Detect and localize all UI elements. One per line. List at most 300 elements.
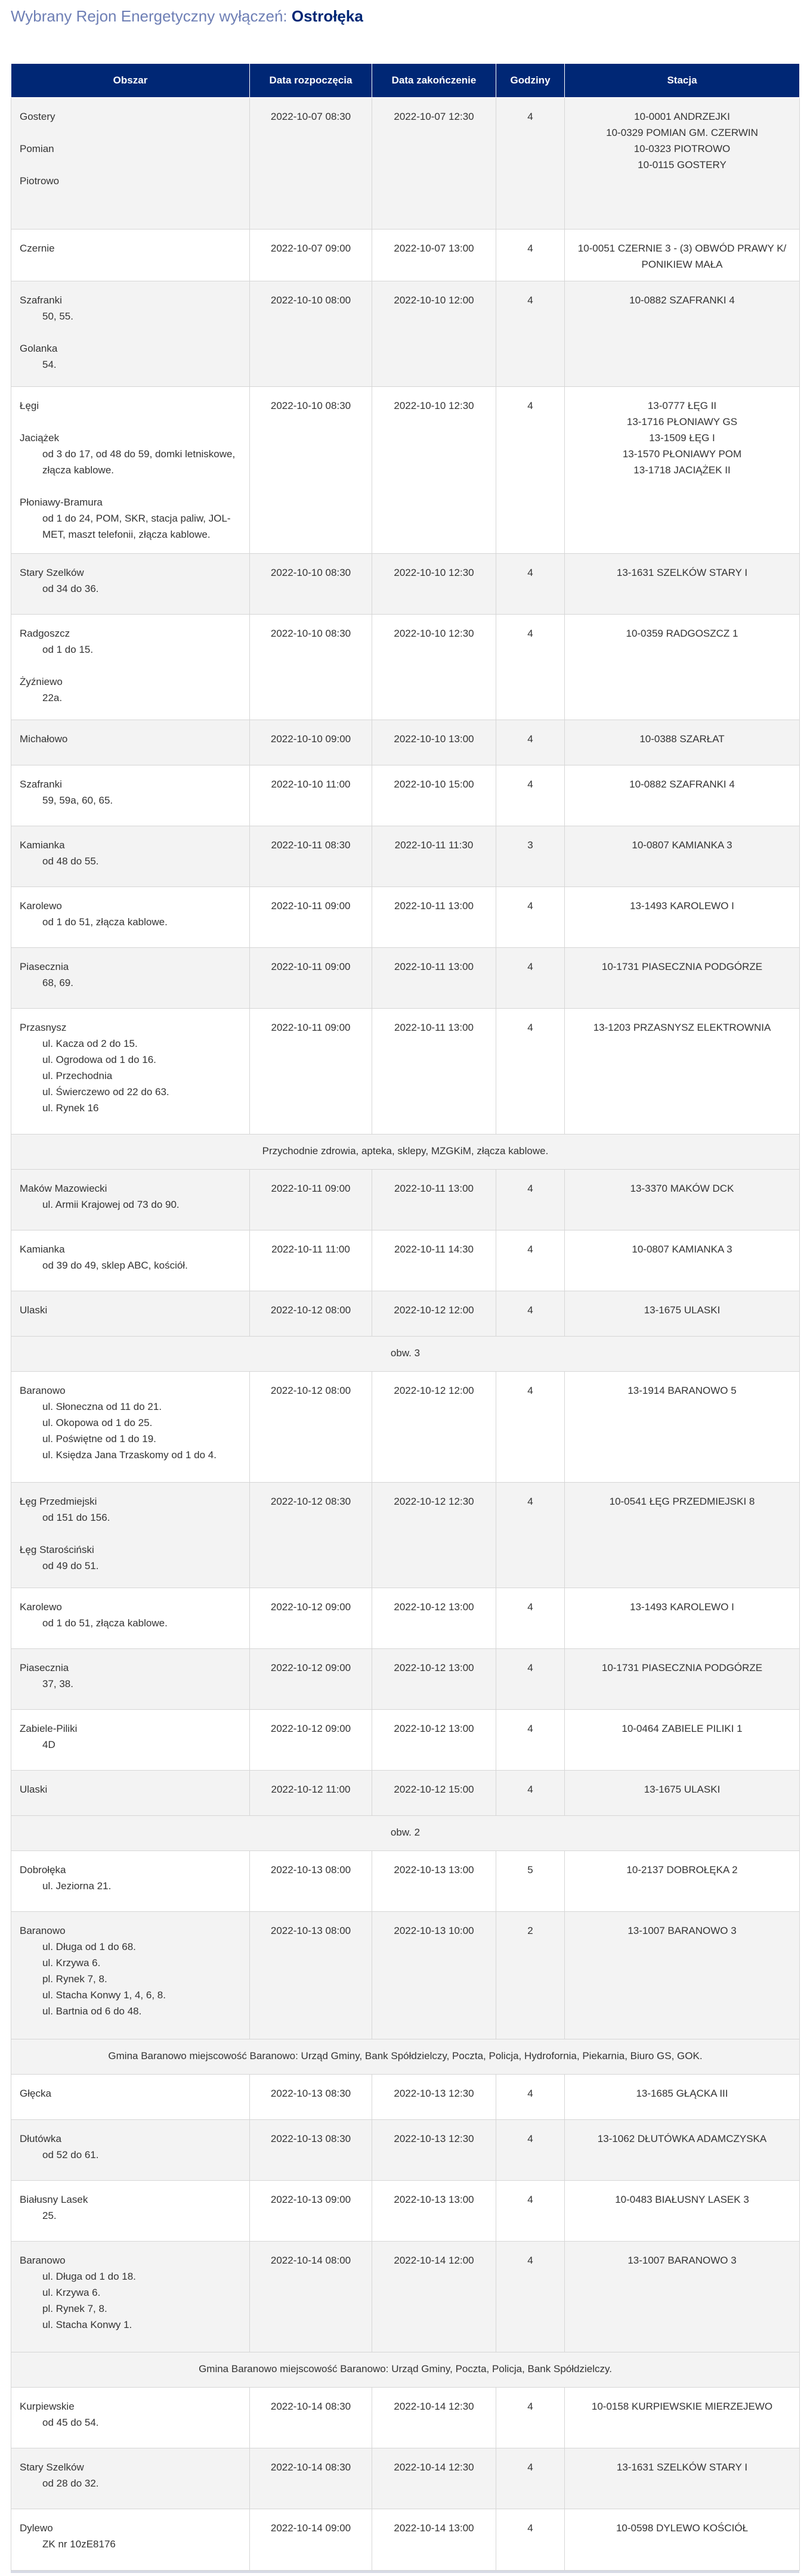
start-date-cell: 2022-10-10 08:00 (250, 281, 372, 387)
table-row (11, 1230, 800, 1291)
area-locality: Stary Szelków (20, 2462, 84, 2473)
table-row (11, 2120, 800, 2181)
end-date-cell: 2022-10-14 13:00 (372, 2509, 496, 2571)
area-detail: 59, 59a, 60, 65. (42, 795, 113, 806)
station-cell (565, 1009, 800, 1134)
start-date-cell: 2022-10-14 09:00 (250, 2509, 372, 2571)
area-detail: ul. Okopowa od 1 do 25. (42, 1417, 153, 1428)
station-cell (565, 1230, 800, 1291)
area-detail: od 48 do 55. (42, 855, 99, 867)
area-cell (11, 230, 250, 281)
area-detail: ul. Rynek 16 (42, 1102, 99, 1114)
area-locality: Piasecznia (20, 1662, 69, 1673)
area-detail: ZK nr 10zE8176 (42, 2538, 116, 2550)
area-detail: 22a. (42, 692, 63, 703)
station-entry: 13-1570 PŁONIAWY POM (622, 448, 742, 460)
end-date-cell: 2022-10-11 13:00 (372, 948, 496, 1009)
column-header-start: Data rozpoczęcia (250, 64, 372, 98)
hours-cell: 4 (496, 2448, 565, 2509)
area-cell (11, 1588, 250, 1649)
end-date-cell: 2022-10-10 13:00 (372, 720, 496, 765)
table-row (11, 1170, 800, 1230)
table-row (11, 1771, 800, 1816)
station-cell (565, 765, 800, 826)
table-row (11, 720, 800, 765)
station-entry: 13-1685 GŁĄCKA III (636, 2088, 728, 2099)
hours-cell: 4 (496, 2181, 565, 2242)
area-cell (11, 98, 250, 230)
station-entry: 13-1203 PRZASNYSZ ELEKTROWNIA (593, 1022, 771, 1033)
end-date-cell: 2022-10-10 12:30 (372, 554, 496, 615)
area-detail: pl. Rynek 7, 8. (42, 1973, 107, 1985)
station-cell (565, 720, 800, 765)
station-cell (565, 281, 800, 387)
hours-cell: 4 (496, 948, 565, 1009)
area-cell (11, 554, 250, 615)
table-note-row (11, 1134, 800, 1170)
area-spacer (20, 125, 241, 141)
start-date-cell: 2022-10-10 08:30 (250, 387, 372, 554)
area-detail: ul. Długa od 1 do 18. (42, 2271, 136, 2282)
area-spacer (20, 414, 241, 430)
end-date-cell: 2022-10-13 13:00 (372, 1851, 496, 1912)
hours-cell: 4 (496, 230, 565, 281)
area-detail: od 52 do 61. (42, 2149, 99, 2160)
station-cell (565, 1912, 800, 2039)
hours-cell: 4 (496, 887, 565, 948)
area-spacer (20, 658, 241, 674)
end-date-cell: 2022-10-11 11:30 (372, 826, 496, 887)
hours-cell: 4 (496, 1372, 565, 1483)
table-row (11, 554, 800, 615)
area-locality: Baranowo (20, 1925, 66, 1936)
station-entry: 13-1062 DŁUTÓWKA ADAMCZYSKA (597, 2133, 767, 2144)
area-cell (11, 2242, 250, 2352)
table-note-row (11, 2352, 800, 2388)
start-date-cell: 2022-10-13 08:30 (250, 2075, 372, 2120)
table-body (11, 98, 800, 2571)
area-detail: ul. Stacha Konwy 1, 4, 6, 8. (42, 1989, 166, 2001)
table-row (11, 2242, 800, 2352)
area-detail: 25. (42, 2210, 57, 2221)
area-locality: Kurpiewskie (20, 2401, 75, 2412)
end-date-cell: 2022-10-12 13:00 (372, 1649, 496, 1710)
area-spacer (20, 1526, 241, 1542)
area-detail: od 3 do 17, od 48 do 59, domki letniskowe, złącza kablowe. (42, 448, 236, 476)
area-locality: Stary Szelków (20, 567, 84, 578)
station-cell (565, 2509, 800, 2571)
area-detail: od 28 do 32. (42, 2478, 99, 2489)
start-date-cell: 2022-10-11 09:00 (250, 887, 372, 948)
area-cell (11, 387, 250, 554)
start-date-cell: 2022-10-12 08:00 (250, 1291, 372, 1337)
area-locality: Karolewo (20, 900, 62, 912)
station-cell (565, 98, 800, 230)
hours-cell: 3 (496, 826, 565, 887)
area-detail: 4D (42, 1739, 55, 1750)
start-date-cell: 2022-10-11 11:00 (250, 1230, 372, 1291)
station-entry: 10-0388 SZARŁAT (639, 733, 725, 745)
hours-cell: 4 (496, 720, 565, 765)
note-cell: Przychodnie zdrowia, apteka, sklepy, MZGKiM, złącza kablowe. (11, 1134, 800, 1170)
hours-cell: 4 (496, 1009, 565, 1134)
area-locality: Baranowo (20, 1385, 66, 1396)
station-cell (565, 2242, 800, 2352)
area-locality: Płoniawy-Bramura (20, 497, 103, 508)
hours-cell: 4 (496, 2509, 565, 2571)
area-locality: Piotrowo (20, 175, 60, 187)
start-date-cell: 2022-10-12 08:30 (250, 1483, 372, 1588)
station-cell (565, 2448, 800, 2509)
station-entry: 10-0359 RADGOSZCZ 1 (626, 628, 738, 639)
table-row (11, 1372, 800, 1483)
station-entry: 13-1675 ULASKI (644, 1304, 721, 1316)
table-row (11, 615, 800, 720)
table-row (11, 2448, 800, 2509)
area-cell (11, 1291, 250, 1337)
station-cell (565, 1771, 800, 1816)
area-detail: 37, 38. (42, 1678, 73, 1690)
area-cell (11, 1009, 250, 1134)
area-cell (11, 2509, 250, 2571)
station-entry: 10-0807 KAMIANKA 3 (632, 1244, 732, 1255)
station-cell (565, 1170, 800, 1230)
end-date-cell: 2022-10-13 10:00 (372, 1912, 496, 2039)
start-date-cell: 2022-10-13 08:30 (250, 2120, 372, 2181)
hours-cell: 4 (496, 281, 565, 387)
area-locality: Gostery (20, 111, 55, 122)
area-detail: od 49 do 51. (42, 1560, 99, 1571)
station-cell (565, 2075, 800, 2120)
area-spacer (20, 478, 241, 494)
table-row (11, 1912, 800, 2039)
area-locality: Kamianka (20, 1244, 65, 1255)
area-cell (11, 1483, 250, 1588)
table-bottom-border (11, 2571, 799, 2573)
area-detail: od 45 do 54. (42, 2417, 99, 2428)
area-detail: od 151 do 156. (42, 1512, 110, 1523)
hours-cell: 4 (496, 615, 565, 720)
station-entry: 10-0882 SZAFRANKI 4 (629, 779, 735, 790)
table-row (11, 2075, 800, 2120)
table-row (11, 887, 800, 948)
area-detail: ul. Jeziorna 21. (42, 1880, 112, 1892)
area-detail: ul. Ogrodowa od 1 do 16. (42, 1054, 156, 1065)
end-date-cell: 2022-10-11 13:00 (372, 1009, 496, 1134)
station-cell (565, 2120, 800, 2181)
start-date-cell: 2022-10-10 11:00 (250, 765, 372, 826)
table-row (11, 1588, 800, 1649)
station-cell (565, 948, 800, 1009)
end-date-cell: 2022-10-12 12:00 (372, 1291, 496, 1337)
hours-cell: 4 (496, 2242, 565, 2352)
area-locality: Białusny Lasek (20, 2194, 88, 2205)
area-cell (11, 615, 250, 720)
hours-cell: 4 (496, 2120, 565, 2181)
outage-table (11, 63, 800, 2571)
column-header-area: Obszar (11, 64, 250, 98)
area-cell (11, 1710, 250, 1771)
station-entry: 10-0329 POMIAN GM. CZERWIN (606, 127, 758, 138)
table-row (11, 98, 800, 230)
area-locality: Żyźniewo (20, 676, 63, 687)
area-locality: Baranowo (20, 2255, 66, 2266)
area-locality: Ulaski (20, 1304, 48, 1316)
column-header-hours: Godziny (496, 64, 565, 98)
area-cell (11, 1912, 250, 2039)
area-detail: ul. Przechodnia (42, 1070, 113, 1081)
area-cell (11, 720, 250, 765)
area-locality: Maków Mazowiecki (20, 1183, 107, 1194)
end-date-cell: 2022-10-07 12:30 (372, 98, 496, 230)
station-cell (565, 826, 800, 887)
area-spacer (20, 157, 241, 173)
table-row (11, 1851, 800, 1912)
station-entry: 10-0158 KURPIEWSKIE MIERZEJEWO (591, 2401, 773, 2412)
area-detail: od 1 do 15. (42, 644, 94, 655)
area-cell (11, 1170, 250, 1230)
table-row (11, 2388, 800, 2448)
station-cell (565, 2181, 800, 2242)
area-locality: Głęcka (20, 2088, 51, 2099)
table-row (11, 1291, 800, 1337)
area-detail: 54. (42, 359, 57, 370)
area-detail: od 34 do 36. (42, 583, 99, 594)
hours-cell: 4 (496, 1649, 565, 1710)
table-row (11, 387, 800, 554)
table-row (11, 230, 800, 281)
station-entry: 13-1716 PŁONIAWY GS (626, 416, 738, 427)
station-entry: 13-1007 BARANOWO 3 (627, 1925, 737, 1936)
station-cell (565, 2388, 800, 2448)
hours-cell: 4 (496, 387, 565, 554)
note-cell: Gmina Baranowo miejscowość Baranowo: Urząd Gminy, Poczta, Policja, Bank Spółdzielczy. (11, 2352, 800, 2388)
station-entry: 13-1675 ULASKI (644, 1784, 721, 1795)
area-locality: Łęg Przedmiejski (20, 1496, 97, 1507)
hours-cell: 4 (496, 1291, 565, 1337)
area-detail: 68, 69. (42, 977, 73, 988)
area-cell (11, 2181, 250, 2242)
station-cell (565, 1851, 800, 1912)
end-date-cell: 2022-10-13 12:30 (372, 2120, 496, 2181)
station-entry: 10-0051 CZERNIE 3 - (3) OBWÓD PRAWY K/ PONIKIEW MAŁA (577, 243, 787, 270)
area-locality: Karolewo (20, 1601, 62, 1613)
end-date-cell: 2022-10-11 14:30 (372, 1230, 496, 1291)
area-locality: Szafranki (20, 779, 62, 790)
station-entry: 10-0323 PIOTROWO (633, 143, 731, 154)
hours-cell: 4 (496, 2075, 565, 2120)
station-cell (565, 1372, 800, 1483)
table-note-row (11, 1816, 800, 1851)
table-row (11, 1009, 800, 1134)
hours-cell: 4 (496, 1483, 565, 1588)
table-row (11, 1483, 800, 1588)
station-cell (565, 554, 800, 615)
column-header-station: Stacja (565, 64, 800, 98)
area-cell (11, 948, 250, 1009)
station-cell (565, 1649, 800, 1710)
area-detail: od 1 do 51, złącza kablowe. (42, 916, 168, 928)
area-detail: ul. Bartnia od 6 do 48. (42, 2005, 142, 2017)
station-entry: 13-1718 JACIĄŻEK II (633, 464, 731, 476)
area-locality: Łęgi (20, 400, 39, 411)
end-date-cell: 2022-10-12 15:00 (372, 1771, 496, 1816)
area-cell (11, 765, 250, 826)
area-locality: Ulaski (20, 1784, 48, 1795)
note-cell: Gmina Baranowo miejscowość Baranowo: Urząd Gminy, Bank Spółdzielczy, Poczta, Policja, Hydrofornia, Piekarnia, Biuro GS, GOK. (11, 2039, 800, 2075)
end-date-cell: 2022-10-10 12:30 (372, 387, 496, 554)
area-locality: Golanka (20, 343, 58, 354)
table-row (11, 826, 800, 887)
hours-cell: 4 (496, 554, 565, 615)
end-date-cell: 2022-10-07 13:00 (372, 230, 496, 281)
area-cell (11, 2388, 250, 2448)
hours-cell: 2 (496, 1912, 565, 2039)
area-locality: Piasecznia (20, 961, 69, 972)
area-detail: ul. Armii Krajowej od 73 do 90. (42, 1199, 180, 1210)
area-locality: Jaciążek (20, 432, 60, 444)
start-date-cell: 2022-10-13 08:00 (250, 1912, 372, 2039)
area-detail: od 39 do 49, sklep ABC, kościół. (42, 1260, 188, 1271)
station-entry: 10-1731 PIASECZNIA PODGÓRZE (601, 961, 763, 972)
area-detail: ul. Krzywa 6. (42, 2287, 101, 2298)
start-date-cell: 2022-10-10 09:00 (250, 720, 372, 765)
station-entry: 13-0777 ŁĘG II (647, 400, 717, 411)
station-entry: 10-1731 PIASECZNIA PODGÓRZE (601, 1662, 763, 1673)
end-date-cell: 2022-10-10 15:00 (372, 765, 496, 826)
end-date-cell: 2022-10-13 12:30 (372, 2075, 496, 2120)
end-date-cell: 2022-10-13 13:00 (372, 2181, 496, 2242)
end-date-cell: 2022-10-14 12:30 (372, 2388, 496, 2448)
area-cell (11, 1851, 250, 1912)
table-row (11, 765, 800, 826)
station-entry: 10-2137 DOBROŁĘKA 2 (626, 1864, 738, 1876)
area-locality: Przasnysz (20, 1022, 67, 1033)
hours-cell: 4 (496, 1710, 565, 1771)
area-detail: ul. Długa od 1 do 68. (42, 1941, 136, 1952)
hours-cell: 5 (496, 1851, 565, 1912)
start-date-cell: 2022-10-14 08:30 (250, 2448, 372, 2509)
area-locality: Dylewo (20, 2522, 53, 2534)
start-date-cell: 2022-10-10 08:30 (250, 615, 372, 720)
start-date-cell: 2022-10-13 08:00 (250, 1851, 372, 1912)
station-entry: 13-1509 ŁĘG I (649, 432, 715, 444)
station-entry: 10-0882 SZAFRANKI 4 (629, 295, 735, 306)
area-locality: Szafranki (20, 295, 62, 306)
station-entry: 10-0483 BIAŁUSNY LASEK 3 (615, 2194, 749, 2205)
hours-cell: 4 (496, 2388, 565, 2448)
area-cell (11, 2120, 250, 2181)
end-date-cell: 2022-10-14 12:30 (372, 2448, 496, 2509)
note-cell: obw. 3 (11, 1337, 800, 1372)
start-date-cell: 2022-10-13 09:00 (250, 2181, 372, 2242)
table-row (11, 1710, 800, 1771)
table-header-row (11, 64, 800, 98)
area-locality: Zabiele-Piliki (20, 1723, 78, 1734)
start-date-cell: 2022-10-12 09:00 (250, 1588, 372, 1649)
station-entry: 13-1493 KAROLEWO I (630, 900, 734, 912)
area-locality: Kamianka (20, 839, 65, 851)
table-row (11, 281, 800, 387)
end-date-cell: 2022-10-10 12:30 (372, 615, 496, 720)
start-date-cell: 2022-10-14 08:00 (250, 2242, 372, 2352)
start-date-cell: 2022-10-11 09:00 (250, 1009, 372, 1134)
station-cell (565, 387, 800, 554)
end-date-cell: 2022-10-12 12:30 (372, 1483, 496, 1588)
area-cell (11, 887, 250, 948)
hours-cell: 4 (496, 1588, 565, 1649)
area-detail: ul. Słoneczna od 11 do 21. (42, 1401, 162, 1412)
table-row (11, 1649, 800, 1710)
end-date-cell: 2022-10-12 12:00 (372, 1372, 496, 1483)
area-locality: Dłutówka (20, 2133, 61, 2144)
area-cell (11, 826, 250, 887)
area-cell (11, 1230, 250, 1291)
area-spacer (20, 324, 241, 340)
area-cell (11, 1372, 250, 1483)
area-detail: ul. Krzywa 6. (42, 1957, 101, 1969)
end-date-cell: 2022-10-14 12:00 (372, 2242, 496, 2352)
station-cell (565, 1588, 800, 1649)
station-entry: 13-1914 BARANOWO 5 (627, 1385, 737, 1396)
start-date-cell: 2022-10-11 09:00 (250, 1170, 372, 1230)
station-cell (565, 887, 800, 948)
area-cell (11, 1649, 250, 1710)
area-detail: od 1 do 51, złącza kablowe. (42, 1617, 168, 1629)
area-detail: 50, 55. (42, 311, 73, 322)
area-detail: ul. Poświętne od 1 do 19. (42, 1433, 156, 1444)
start-date-cell: 2022-10-12 11:00 (250, 1771, 372, 1816)
start-date-cell: 2022-10-10 08:30 (250, 554, 372, 615)
start-date-cell: 2022-10-11 09:00 (250, 948, 372, 1009)
start-date-cell: 2022-10-07 08:30 (250, 98, 372, 230)
area-cell (11, 1771, 250, 1816)
station-entry: 13-3370 MAKÓW DCK (630, 1183, 734, 1194)
note-cell: obw. 2 (11, 1816, 800, 1851)
table-note-row (11, 2039, 800, 2075)
station-entry: 13-1493 KAROLEWO I (630, 1601, 734, 1613)
start-date-cell: 2022-10-14 08:30 (250, 2388, 372, 2448)
end-date-cell: 2022-10-11 13:00 (372, 1170, 496, 1230)
area-detail: od 1 do 24, POM, SKR, stacja paliw, JOL-MET, maszt telefonii, złącza kablowe. (42, 513, 231, 540)
start-date-cell: 2022-10-11 08:30 (250, 826, 372, 887)
end-date-cell: 2022-10-11 13:00 (372, 887, 496, 948)
page-title (0, 0, 810, 35)
area-locality: Łęg Starościński (20, 1544, 94, 1555)
area-detail: ul. Stacha Konwy 1. (42, 2319, 132, 2330)
station-entry: 13-1631 SZELKÓW STARY I (616, 567, 748, 578)
area-locality: Radgoszcz (20, 628, 70, 639)
area-detail: pl. Rynek 7, 8. (42, 2303, 107, 2314)
area-cell (11, 281, 250, 387)
area-locality: Pomian (20, 143, 54, 154)
start-date-cell: 2022-10-07 09:00 (250, 230, 372, 281)
page-title-prefix: Wybrany Rejon Energetyczny wyłączeń: (11, 7, 292, 25)
table-row (11, 948, 800, 1009)
area-detail: ul. Świerczewo od 22 do 63. (42, 1086, 169, 1098)
station-entry: 13-1631 SZELKÓW STARY I (616, 2462, 748, 2473)
area-detail: ul. Księdza Jana Trzaskomy od 1 do 4. (42, 1449, 217, 1461)
station-entry: 13-1007 BARANOWO 3 (627, 2255, 737, 2266)
station-entry: 10-0001 ANDRZEJKI (634, 111, 730, 122)
station-cell (565, 1291, 800, 1337)
station-entry: 10-0115 GOSTERY (638, 159, 726, 171)
start-date-cell: 2022-10-12 08:00 (250, 1372, 372, 1483)
area-locality: Michałowo (20, 733, 68, 745)
area-cell (11, 2448, 250, 2509)
hours-cell: 4 (496, 1230, 565, 1291)
area-cell (11, 2075, 250, 2120)
